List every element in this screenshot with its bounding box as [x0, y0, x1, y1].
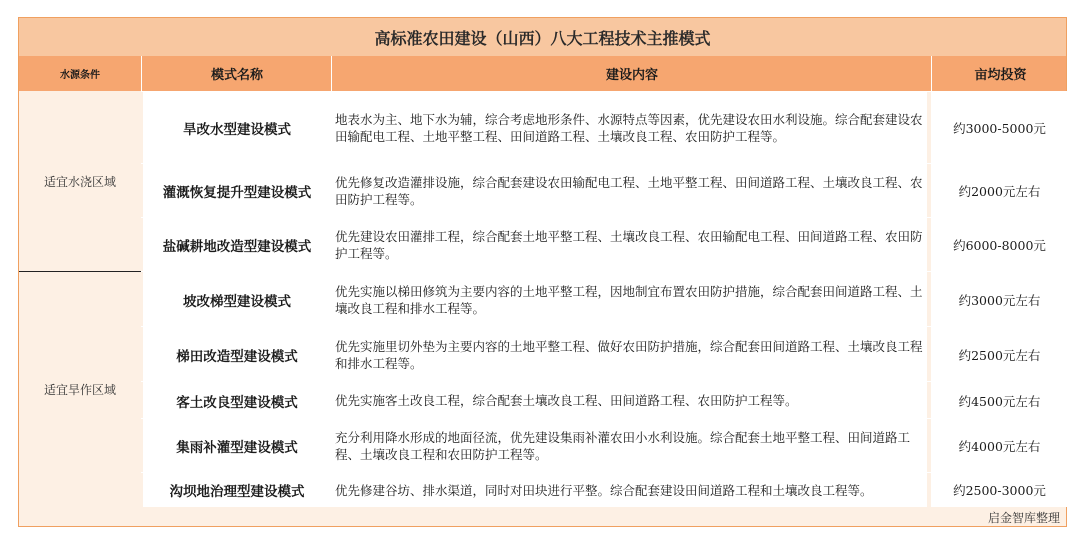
- mode-investment: 约2000元左右: [931, 164, 1068, 218]
- mode-name: 梯田改造型建设模式: [141, 327, 333, 382]
- mode-name: 集雨补灌型建设模式: [141, 419, 333, 473]
- mode-investment: 约2500元左右: [931, 327, 1068, 382]
- mode-investment: 约2500-3000元: [931, 473, 1068, 507]
- table-row: [141, 326, 1068, 382]
- header-name: 模式名称: [141, 56, 332, 91]
- mode-name: 坡改梯型建设模式: [141, 272, 333, 327]
- mode-investment: 约4000元左右: [931, 419, 1068, 473]
- mode-name: 盐碱耕地改造型建设模式: [141, 218, 333, 272]
- mode-investment: 约3000元左右: [931, 272, 1068, 327]
- mode-content: 优先修建谷坊、排水渠道，同时对田块进行平整。综合配套建设田间道路工程和土壤改良工程等。: [331, 473, 929, 507]
- investment-table: [18, 17, 1067, 527]
- group-dryland: 适宜旱作区域: [19, 271, 141, 507]
- mode-investment: 约3000-5000元: [931, 92, 1068, 164]
- table-row: [141, 418, 1068, 473]
- header-investment: 亩均投资: [931, 56, 1069, 91]
- header-row: [19, 56, 1066, 91]
- table-row: [141, 163, 1068, 218]
- mode-content: 优先实施客土改良工程，综合配套土壤改良工程、田间道路工程、农田防护工程等。: [331, 382, 929, 419]
- table-row: [141, 91, 1068, 164]
- source-note: 启金智库整理: [987, 511, 1060, 525]
- mode-content: 优先建设农田灌排工程，综合配套土地平整工程、土壤改良工程、农田输配电工程、田间道路工程、农田防护工程等。: [331, 218, 929, 272]
- mode-name: 沟坝地治理型建设模式: [141, 473, 333, 507]
- table-row: [141, 472, 1068, 507]
- mode-name: 客土改良型建设模式: [141, 382, 333, 419]
- header-content: 建设内容: [331, 56, 932, 91]
- table-row: [141, 217, 1068, 272]
- table-title: 高标准农田建设（山西）八大工程技术主推模式: [19, 18, 1066, 57]
- mode-investment: 约4500元左右: [931, 382, 1068, 419]
- header-source: 水源条件: [60, 70, 100, 81]
- mode-name: 旱改水型建设模式: [141, 92, 333, 164]
- mode-content: 优先修复改造灌排设施，综合配套建设农田输配电工程、土地平整工程、田间道路工程、土壤改良工程、农田防护工程等。: [331, 164, 929, 218]
- mode-content: 地表水为主、地下水为辅，综合考虑地形条件、水源特点等因素，优先建设农田水利设施。综合配套建设农田输配电工程、土地平整工程、田间道路工程、土壤改良工程、农田防护工程等。: [331, 92, 929, 164]
- group-irrigated: 适宜水浇区域: [19, 91, 141, 271]
- table-row: [141, 271, 1068, 327]
- mode-name: 灌溉恢复提升型建设模式: [141, 164, 333, 218]
- mode-content: 优先实施里切外垫为主要内容的土地平整工程、做好农田防护措施，综合配套田间道路工程、土壤改良工程和排水工程等。: [331, 327, 929, 382]
- mode-content: 充分利用降水形成的地面径流，优先建设集雨补灌农田小水利设施。综合配套土地平整工程、田间道路工程、土壤改良工程和农田防护工程等。: [331, 419, 929, 473]
- mode-investment: 约6000-8000元: [931, 218, 1068, 272]
- table-row: [141, 381, 1068, 419]
- mode-content: 优先实施以梯田修筑为主要内容的土地平整工程，因地制宜布置农田防护措施，综合配套田间道路工程、土壤改良工程和排水工程等。: [331, 272, 929, 327]
